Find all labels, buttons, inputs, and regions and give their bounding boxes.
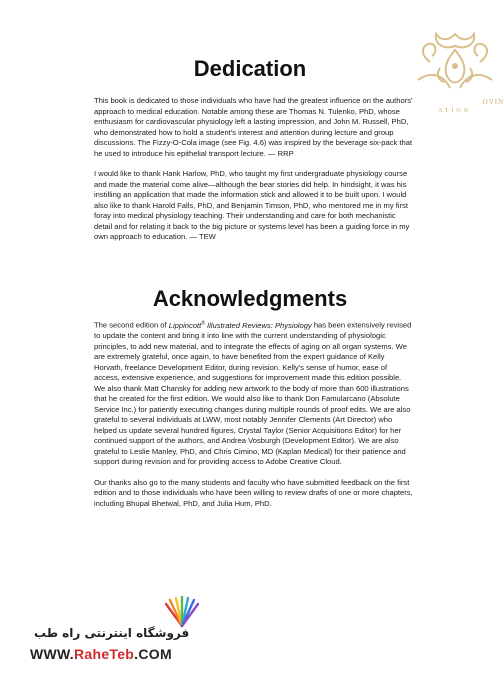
url-prefix: WWW. xyxy=(30,646,74,662)
site-url[interactable] xyxy=(30,646,172,662)
dedication-paragraph-1: This book is dedicated to those individuals who have had the greatest influence on the authors' approach to medical education. Notable among these are Thomas N. Tulenko, PhD, whose enthusiasm for cardiovascular physiology left a lasting impression, and John M. Russell, PhD, who demonstrated how to hold a student's interest and attention during lecture and group discussions. The Fizzy-O-Cola image (see Fig. 4.6) was inspired by the beverage six-pack that he used to introduce his epithelial transport lecture. — RRP xyxy=(94,96,413,158)
book-title-rest: Illustrated Reviews: Physiology xyxy=(204,320,312,330)
acknowledgments-paragraph-2: Our thanks also go to the many students and faculty who have submitted feedback on the first edition and to those individuals who have been willing to review drafts of one or more chapters, including Bhupal Bhetwal, PhD, and Julia Hum, PhD. xyxy=(94,477,413,508)
registered-mark: ® xyxy=(201,320,205,326)
acknowledgments-text xyxy=(94,318,414,519)
open-book-icon xyxy=(158,596,206,628)
site-persian-name: فروشگاه اینترنتی راه طب xyxy=(34,626,190,640)
dedication-paragraph-2: I would like to thank Hank Harlow, PhD, who taught my first undergraduate physiology course and made the material come alive—although the bear stories did help. In hindsight, it was his instilling an application that made the information stick and allowed it to be built upon. I would also like to thank Harold Falls, PhD, and Benjamin Timson, PhD, who mentored me in my first foray into medical physiology teaching. Their understanding and care for both mechanistic detail and for relating it back to the big picture or systems level has been a guiding force in my own approach to education. — TEW xyxy=(94,169,410,241)
watermark-text: OVIN xyxy=(482,98,504,106)
watermark-logo xyxy=(408,28,504,124)
site-logo[interactable] xyxy=(30,596,230,666)
url-suffix: .COM xyxy=(134,646,172,662)
ack-body: has been extensively revised to update the content and bring it into line with the current understanding of physiologic principles, to add new material, and to integrate the effects of aging on all organ systems. We are extremely grateful, once again, to have benefited from the expert guidance of Kelly Horvath, freelance Development Editor, during revision. Kelly's sense of humor, ease of access, extensive experience, and suggestions for improvement made this edition possible. We also thank Matt Chansky for adding new artwork to the body of more than 600 illustrations that he created for the first edition. We would also like to thank Don Famularcano (Absolute Service Inc.) for patiently executing changes during multiple rounds of proof edits. We are also grateful to several individuals at LWW, most notably Jennifer Clements (Art Director) who helped us update several hundred figures, Crystal Taylor (Senior Acquisitions Editor) for her continued support of the authors, and Andrea Vosburgh (Development Editor). We are also grateful to Leslie Manley, PhD, and Chris Cimino, MD (Kaplan Medical) for their patience and support during revision and for providing access to Adobe Creative Cloud. xyxy=(94,320,412,467)
acknowledgments-heading: Acknowledgments xyxy=(152,286,348,311)
book-title xyxy=(169,321,312,330)
dedication-text xyxy=(94,96,414,253)
ornament-icon xyxy=(412,28,498,96)
ack-lead: The second edition of xyxy=(94,320,169,330)
acknowledgments-paragraph-1 xyxy=(94,318,414,468)
watermark-subtext: ATION xyxy=(438,108,471,114)
book-title-brand: Lippincott xyxy=(168,320,202,330)
dedication-heading: Dedication xyxy=(193,56,307,81)
url-brand: RaheTeb xyxy=(73,646,135,662)
